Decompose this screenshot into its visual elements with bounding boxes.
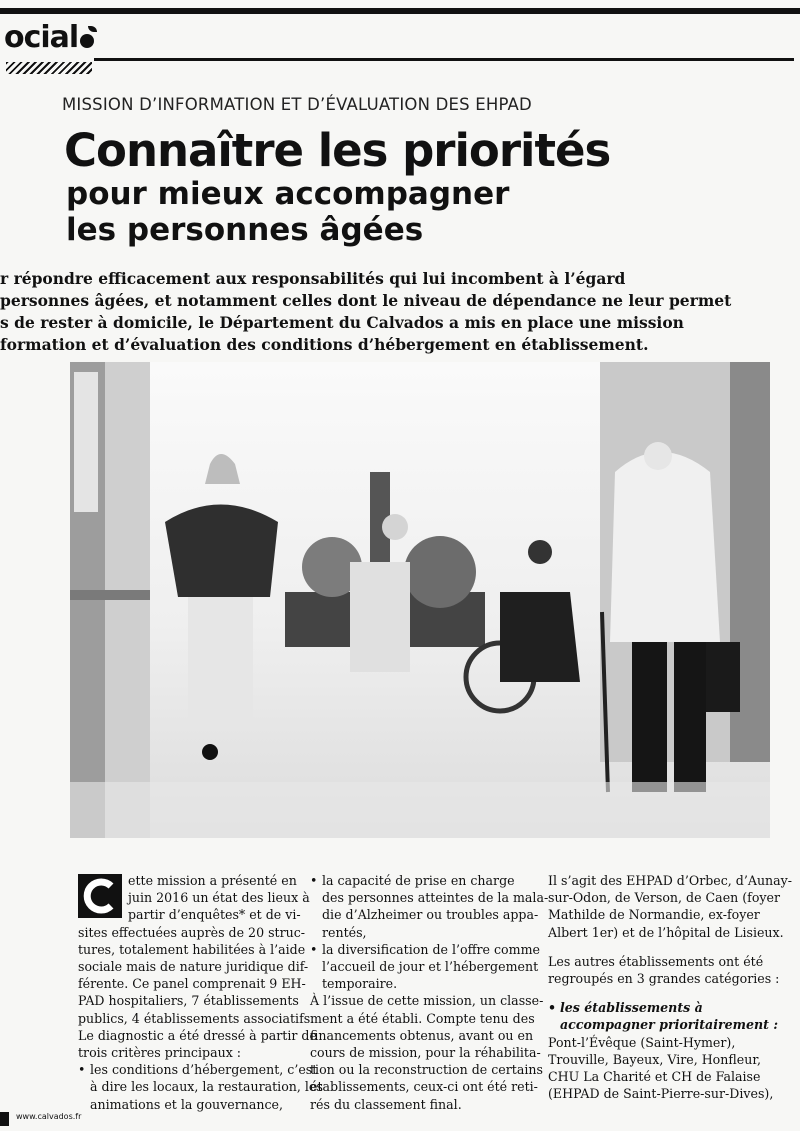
lead-paragraph (0, 268, 732, 356)
text-line: Mathilde de Normandie, ex-foyer (548, 907, 760, 923)
lead-line: personnes âgées, et notamment celles dont le niveau de dépendance ne leur permet (0, 291, 732, 310)
subheadline (66, 176, 509, 248)
bullet-line (78, 1061, 318, 1078)
text-line: die d’Alzheimer ou troubles appa- (322, 907, 539, 923)
text-line: l’accueil de jour et l’hébergement (322, 959, 539, 975)
text-line: trois critères principaux : (78, 1045, 242, 1061)
text-line: regroupés en 3 grandes catégories : (548, 971, 780, 987)
headline: Connaître les priorités (64, 124, 611, 177)
column-1 (78, 872, 323, 1113)
text-line: sur-Odon, de Verson, de Caen (foyer (548, 890, 780, 906)
top-bar (0, 8, 800, 14)
text-line: (EHPAD de Saint-Pierre-sur-Dives), (548, 1086, 774, 1102)
subheadline-line-2: les personnes âgées (66, 212, 424, 248)
text-line: juin 2016 un état des lieux à (128, 890, 310, 906)
bullet-icon: • (78, 1062, 86, 1078)
text-line: Pont-l’Évêque (Saint-Hymer), (548, 1034, 736, 1050)
bullet-line (310, 872, 530, 889)
column-2 (310, 872, 549, 1113)
text-line: la diversification de l’offre comme (322, 941, 540, 957)
text-line: férente. Ce panel comprenait 9 EH- (78, 976, 306, 992)
text-line: établissements, ceux-ci ont été reti- (310, 1079, 538, 1095)
bullet-icon: • (548, 1000, 557, 1016)
text-line: la capacité de prise en charge (322, 873, 515, 888)
text-line: sites effectuées auprès de 20 struc- (78, 924, 306, 940)
text-line: tures, totalement habilitées à l’aide (78, 941, 306, 957)
text-line: ment a été établi. Compte tenu des (310, 1010, 535, 1026)
text-line: les conditions d’hébergement, c’est (90, 1062, 318, 1078)
lead-line: r répondre efficacement aux responsabilités qui lui incombent à l’égard (0, 269, 626, 288)
category-heading (548, 999, 788, 1016)
hatched-rule (6, 62, 92, 74)
spacer (548, 941, 788, 953)
text-line: temporaire. (322, 976, 398, 992)
section-rubric: ocial (4, 20, 79, 55)
subheadline-line-1: pour mieux accompagner (66, 176, 510, 212)
text-line: CHU La Charité et CH de Falaise (548, 1069, 761, 1085)
text-line: Albert 1er) et de l’hôpital de Lisieux. (548, 924, 784, 940)
text-line: tion ou la reconstruction de certains (310, 1062, 543, 1078)
text-line: ette mission a présenté en (128, 873, 297, 888)
bullet-icon: • (310, 873, 318, 888)
footer-url: www.calvados.fr (16, 1112, 82, 1121)
hallway-illustration (70, 362, 770, 838)
bullet-line (310, 941, 540, 958)
bullet-icon: • (310, 941, 318, 957)
text-line: les établissements à (560, 1000, 703, 1016)
header-rule (94, 58, 794, 61)
text-line: rés du classement final. (310, 1096, 462, 1112)
text-line: Il s’agit des EHPAD d’Orbec, d’Aunay- (548, 873, 793, 888)
text-line: animations et la gouvernance, (90, 1096, 283, 1112)
text-line: PAD hospitaliers, 7 établissements (78, 993, 299, 1009)
text-line: Le diagnostic a été dressé à partir de (78, 1027, 317, 1043)
hallway-photo (70, 362, 770, 838)
lead-line: formation et d’évaluation des conditions d’hébergement en établissement. (0, 335, 649, 354)
text-line: cours de mission, pour la réhabilita- (310, 1045, 541, 1061)
page-number-mark (0, 1112, 9, 1126)
kicker: MISSION D’INFORMATION ET D’ÉVALUATION DES EHPAD (62, 95, 532, 114)
text-line: sociale mais de nature juridique dif- (78, 959, 309, 975)
spacer (548, 987, 788, 999)
text-line: rentés, (322, 924, 367, 940)
text-line: Trouville, Bayeux, Vire, Honfleur, (548, 1051, 761, 1067)
leaf-icon (88, 26, 97, 32)
text-line: publics, 4 établissements associatifs. (78, 1010, 315, 1026)
text-line: accompagner prioritairement : (560, 1017, 778, 1033)
column-3 (548, 872, 793, 1102)
text-line: partir d’enquêtes* et de vi- (128, 907, 301, 923)
text-line: à dire les locaux, la restauration, les (90, 1079, 323, 1095)
text-line: financements obtenus, avant ou en (310, 1027, 534, 1043)
apple-logo-icon (80, 34, 94, 48)
text-line: Les autres établissements ont été (548, 953, 764, 969)
lead-line: s de rester à domicile, le Département du Calvados a mis en place une mission (0, 313, 684, 332)
text-line: À l’issue de cette mission, un classe- (310, 993, 544, 1009)
text-line: des personnes atteintes de la mala- (322, 890, 549, 906)
